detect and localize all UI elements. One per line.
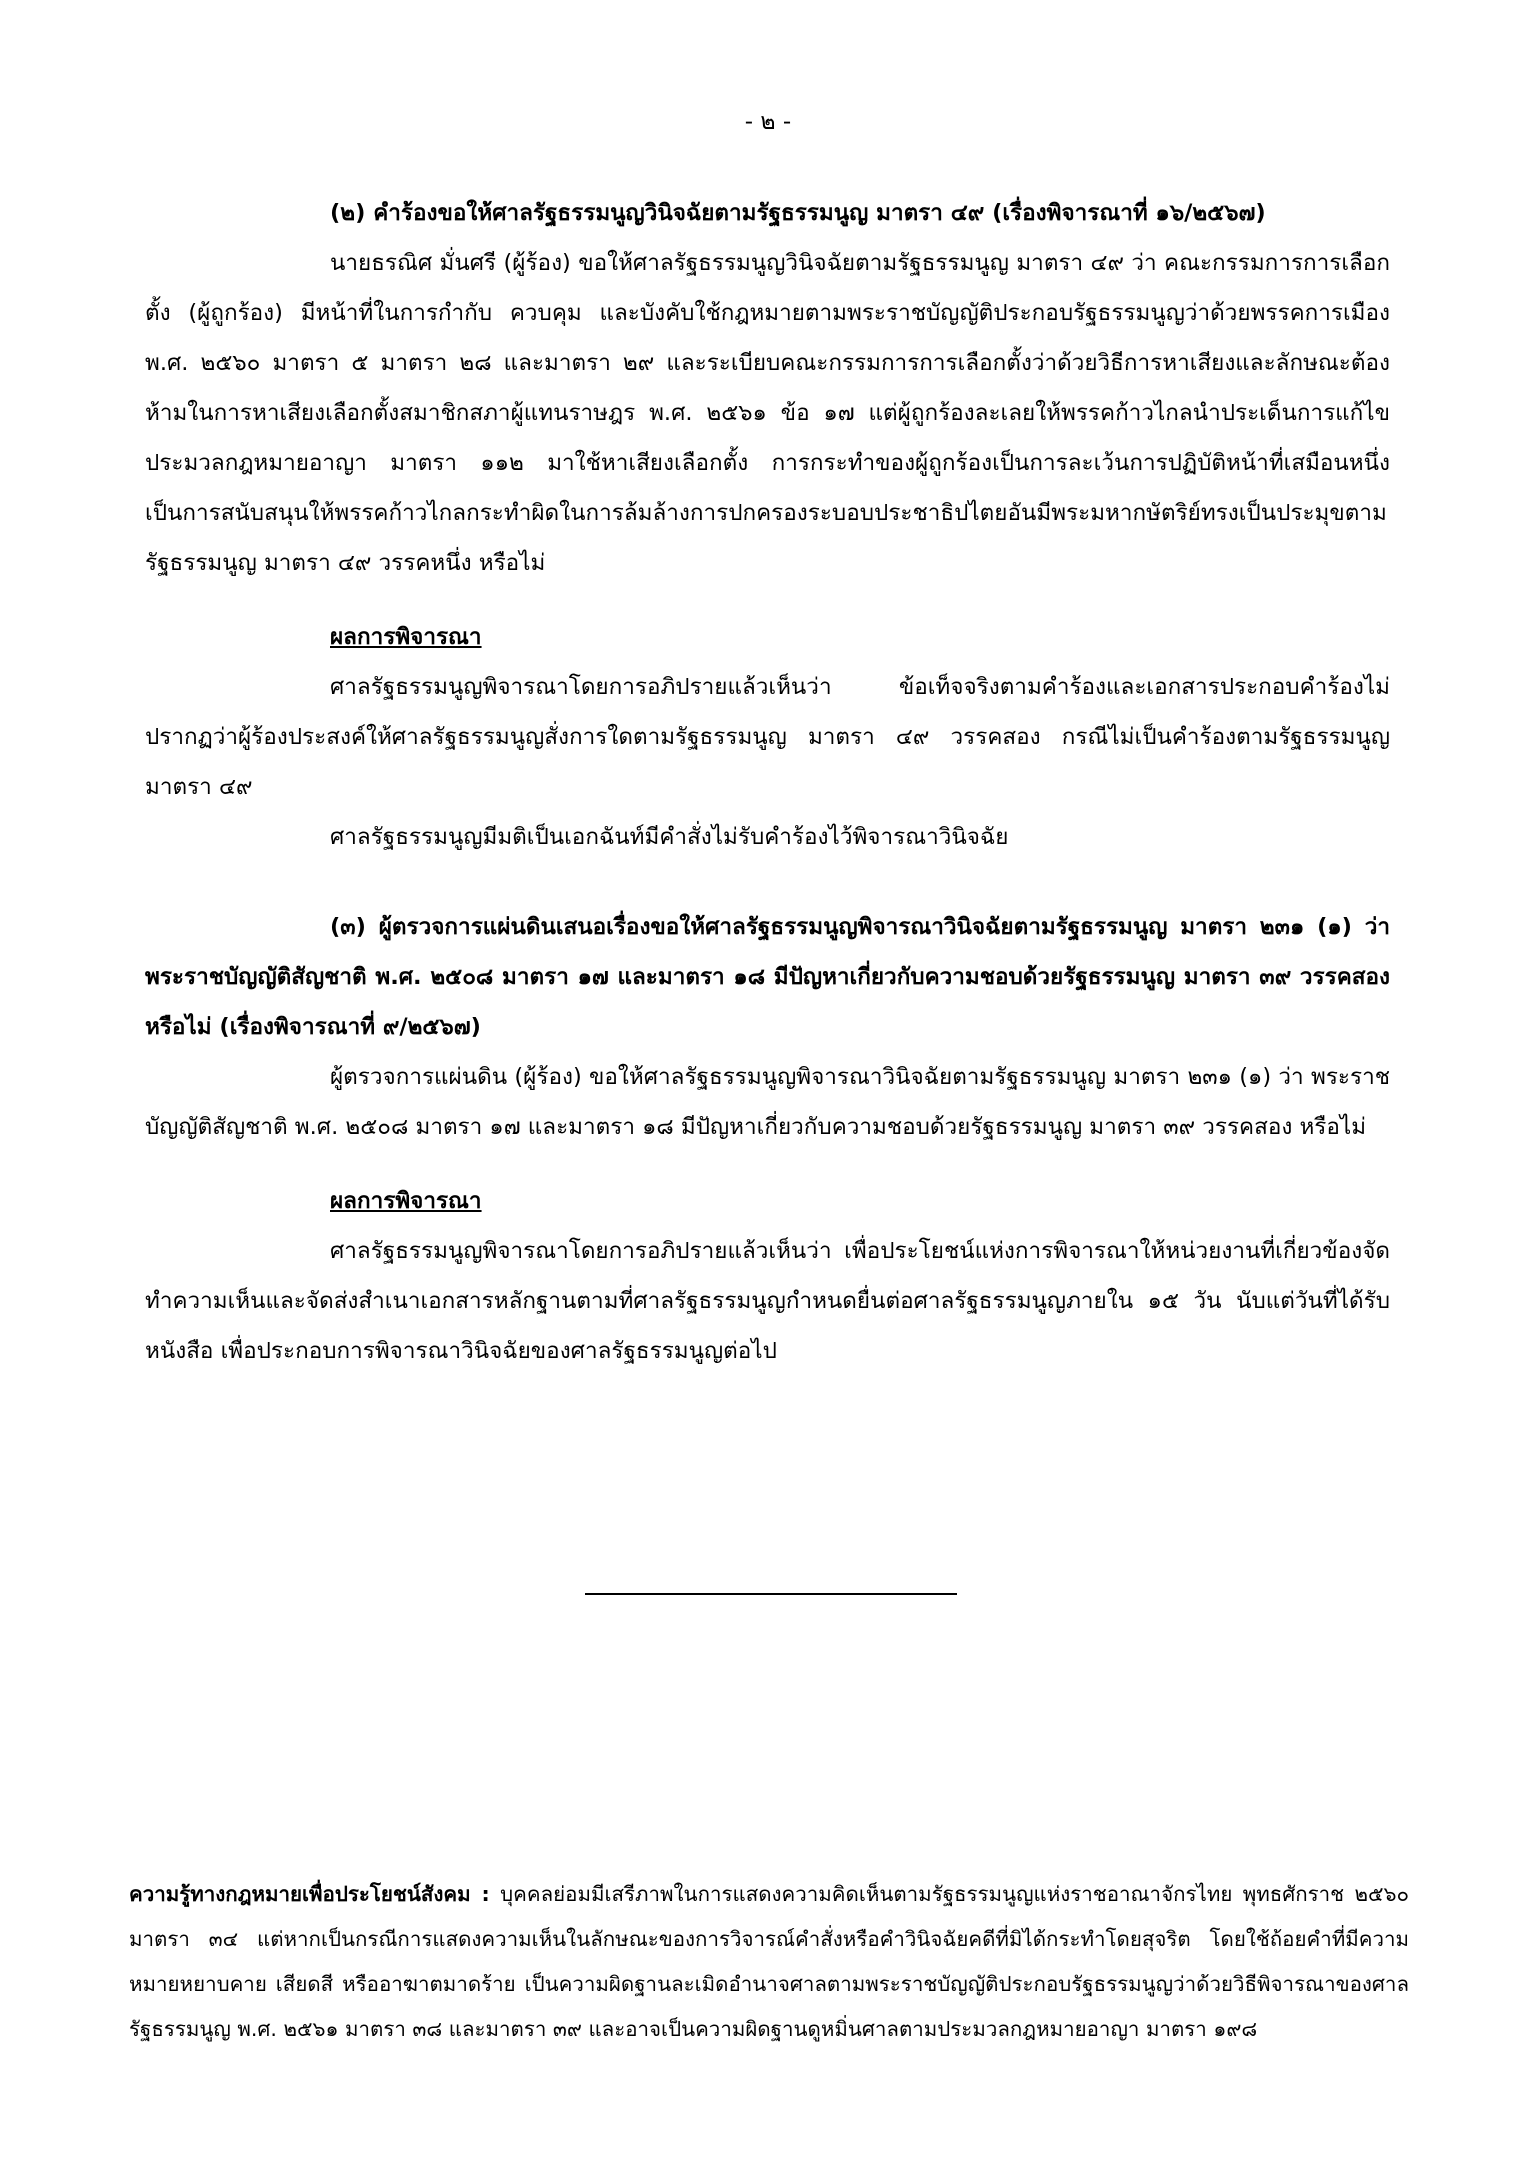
- document-body: [145, 188, 1390, 1376]
- footer-label: ความรู้ทางกฎหมายเพื่อประโยชน์สังคม :: [129, 1882, 490, 1906]
- case-2-result-label: ผลการพิจารณา: [330, 624, 482, 650]
- case-3-section: [145, 902, 1390, 1376]
- case-2-result-paragraph-2: ศาลรัฐธรรมนูญมีมติเป็นเอกฉันท์มีคำสั่งไม่รับคำร้องไว้พิจารณาวินิจฉัย: [330, 824, 1009, 850]
- case-3-body: ผู้ตรวจการแผ่นดิน (ผู้ร้อง) ขอให้ศาลรัฐธรรมนูญพิจารณาวินิจฉัยตามรัฐธรรมนูญ มาตรา ๒๓๑ (๑) ว่า พระราชบัญญัติสัญชาติ พ.ศ. ๒๕๐๘ มาตรา ๑๗ และมาตรา ๑๘ มีปัญหาเกี่ยวกับความชอบด้วยรัฐธรรมนูญ มาตรา ๓๙ วรรคสอง หรือไม่: [145, 1064, 1390, 1140]
- case-2-result-paragraph-1: ศาลรัฐธรรมนูญพิจารณาโดยการอภิปรายแล้วเห็นว่า ข้อเท็จจริงตามคำร้องและเอกสารประกอบคำร้องไม่ปรากฏว่าผู้ร้องประสงค์ให้ศาลรัฐธรรมนูญสั่งการใดตามรัฐธรรมนูญ มาตรา ๔๙ วรรคสอง กรณีไม่เป็นคำร้องตามรัฐธรรมนูญ มาตรา ๔๙: [145, 674, 1390, 800]
- case-3-result-paragraph-1: ศาลรัฐธรรมนูญพิจารณาโดยการอภิปรายแล้วเห็นว่า เพื่อประโยชน์แห่งการพิจารณาให้หน่วยงานที่เกี่ยวข้องจัดทำความเห็นและจัดส่งสำเนาเอกสารหลักฐานตามที่ศาลรัฐธรรมนูญกำหนดยื่นต่อศาลรัฐธรรมนูญภายใน ๑๕ วัน นับแต่วันที่ได้รับหนังสือ เพื่อประกอบการพิจารณาวินิจฉัยของศาลรัฐธรรมนูญต่อไป: [145, 1238, 1390, 1364]
- case-3-result-label: ผลการพิจารณา: [330, 1188, 482, 1214]
- case-2-body: นายธรณิศ มั่นศรี (ผู้ร้อง) ขอให้ศาลรัฐธรรมนูญวินิจฉัยตามรัฐธรรมนูญ มาตรา ๔๙ ว่า คณะกรรมการการเลือกตั้ง (ผู้ถูกร้อง) มีหน้าที่ในการกำกับ ควบคุม และบังคับใช้กฎหมายตามพระราชบัญญัติประกอบรัฐธรรมนูญว่าด้วยพรรคการเมือง พ.ศ. ๒๕๖๐ มาตรา ๕ มาตรา ๒๘ และมาตรา ๒๙ และระเบียบคณะกรรมการการเลือกตั้งว่าด้วยวิธีการหาเสียงและลักษณะต้องห้ามในการหาเสียงเลือกตั้งสมาชิกสภาผู้แทนราษฎร พ.ศ. ๒๕๖๑ ข้อ ๑๗ แต่ผู้ถูกร้องละเลยให้พรรคก้าวไกลนำประเด็นการแก้ไขประมวลกฎหมายอาญา มาตรา ๑๑๒ มาใช้หาเสียงเลือกตั้ง การกระทำของผู้ถูกร้องเป็นการละเว้นการปฏิบัติหน้าที่เสมือนหนึ่งเป็นการสนับสนุนให้พรรคก้าวไกลกระทำผิดในการล้มล้างการปกครองระบอบประชาธิปไตยอันมีพระมหากษัตริย์ทรงเป็นประมุขตามรัฐธรรมนูญ มาตรา ๔๙ วรรคหนึ่ง หรือไม่: [145, 250, 1390, 576]
- page-number: - ๒ -: [744, 109, 792, 135]
- case-2-heading: (๒) คำร้องขอให้ศาลรัฐธรรมนูญวินิจฉัยตามรัฐธรรมนูญ มาตรา ๔๙ (เรื่องพิจารณาที่ ๑๖/๒๕๖๗): [330, 200, 1266, 226]
- section-spacer: [145, 862, 1390, 902]
- end-divider: [585, 1593, 957, 1595]
- case-2-section: [145, 188, 1390, 862]
- footer-text: บุคคลย่อมมีเสรีภาพในการแสดงความคิดเห็นตามรัฐธรรมนูญแห่งราชอาณาจักรไทย พุทธศักราช ๒๕๖๐ มาตรา ๓๔ แต่หากเป็นกรณีการแสดงความเห็นในลักษณะของการวิจารณ์คำสั่งหรือคำวินิจฉัยคดีที่มิได้กระทำโดยสุจริต โดยใช้ถ้อยคำที่มีความหมายหยาบคาย เสียดสี หรืออาฆาตมาดร้าย เป็นความผิดฐานละเมิดอำนาจศาลตามพระราชบัญญัติประกอบรัฐธรรมนูญว่าด้วยวิธีพิจารณาของศาลรัฐธรรมนูญ พ.ศ. ๒๕๖๑ มาตรา ๓๘ และมาตรา ๓๙ และอาจเป็นความผิดฐานดูหมิ่นศาลตามประมวลกฎหมายอาญา มาตรา ๑๙๘: [129, 1882, 1409, 2041]
- case-3-heading: (๓) ผู้ตรวจการแผ่นดินเสนอเรื่องขอให้ศาลรัฐธรรมนูญพิจารณาวินิจฉัยตามรัฐธรรมนูญ มาตรา ๒๓๑ (๑) ว่า พระราชบัญญัติสัญชาติ พ.ศ. ๒๕๐๘ มาตรา ๑๗ และมาตรา ๑๘ มีปัญหาเกี่ยวกับความชอบด้วยรัฐธรรมนูญ มาตรา ๓๙ วรรคสอง หรือไม่ (เรื่องพิจารณาที่ ๙/๒๕๖๗): [145, 914, 1390, 1040]
- legal-knowledge-footer: [129, 1872, 1409, 2052]
